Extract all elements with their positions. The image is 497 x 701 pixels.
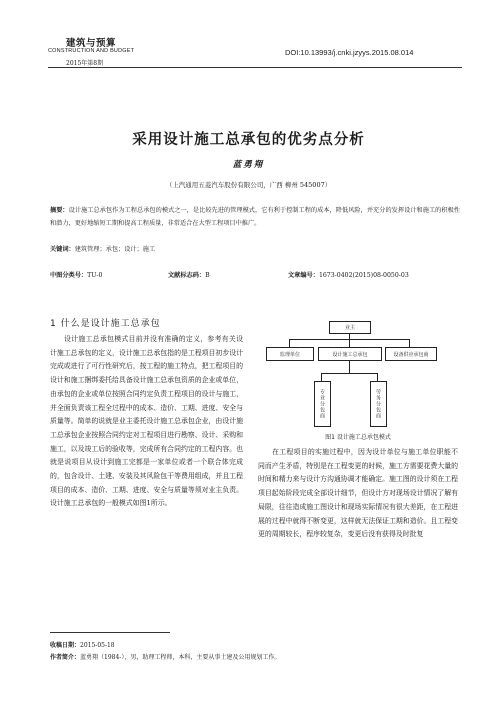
author-bio-text: 蓝勇翔（1984-），男，助理工程师，本科，主要从事土建及公用规划工作。 — [80, 654, 281, 661]
received-label: 收稿日期： — [50, 642, 81, 649]
abstract-text: 设计施工总承包作为工程总承包的模式之一，是比较先进的管理模式，它有利于控制工程的成本，降低风险，并充分的发挥设计和施工的积极性和潜力，更好地缩短工期和提高工程质量，非常适合在大型工程项目中推广。 — [50, 207, 460, 227]
clc-number — [50, 270, 102, 279]
box-specialty-subcontractor: 专业分包商 — [314, 381, 331, 427]
document-code — [168, 270, 210, 279]
doc-code-value: B — [205, 272, 210, 279]
box-labor-subcontractor: 劳务分包商 — [370, 381, 387, 427]
box-epc-contractor: 设计施工总承包 — [318, 347, 382, 361]
author-affiliation: （上汽通用五菱汽车股份有限公司，广西 柳州 545007） — [165, 181, 332, 189]
header-divider — [48, 67, 462, 68]
box-equipment-supplier: 设备供应承包商 — [385, 347, 437, 361]
keywords-text: 建筑管理；承包；设计；施工 — [74, 246, 156, 253]
connector-epc — [349, 339, 350, 347]
footnote-divider — [50, 632, 170, 633]
box-owner: 业主 — [329, 321, 371, 334]
journal-title-cn: 建筑与预算 — [66, 38, 117, 49]
connector-supplier — [409, 339, 410, 347]
clc-label: 中图分类号： — [50, 272, 88, 279]
abstract-label: 摘要： — [50, 207, 69, 214]
connector-sub-bus — [321, 373, 377, 374]
section-heading: 1 什么是设计施工总承包 — [50, 319, 161, 329]
right-column-paragraph: 在工程项目的实施过程中，因为设计单位与施工单位职能不同而产生矛盾，特别是在工程变更的时候，施工方需要花费大量的时间和精力来与设计方沟通协调才能确定。施工图的设计须在工程项目起始阶段完成全部设计细节，但设计方对现场设计情况了解有局限，往往造成施工图设计和现场实际情况有很大差距，在工程进展的过程中就得不断变更，这样就无法保证工期和造价。且工程变更的周期较长，程序较复杂，变更后没有获得及时批复 — [258, 448, 458, 539]
received-value: 2015-05-18 — [80, 642, 115, 649]
doi: DOI:10.13993/j.cnki.jzyys.2015.08.014 — [285, 48, 414, 57]
keywords-label: 关键词： — [50, 246, 75, 253]
journal-issue: 2015年第8期 — [66, 60, 104, 67]
doc-code-label: 文献标志码： — [168, 272, 206, 279]
journal-title-en: CONSTRUCTION AND BUDGET — [48, 48, 135, 54]
article-no-value: 1673-0402(2015)08-0050-03 — [318, 272, 409, 279]
article-author: 蓝勇翔 — [232, 160, 265, 170]
connector-sub-left — [321, 373, 322, 381]
box-supervisor: 监理单位 — [266, 347, 314, 361]
author-bio — [50, 652, 280, 661]
connector-supervisor — [289, 339, 290, 347]
keywords — [50, 244, 155, 253]
left-column-paragraph: 设计施工总承包模式目前并没有准确的定义，参考有关设计施工总承包的定义，设计施工总承包指的是工程项目初步设计完成或进行了可行性研究后，按工程的施工特点，把工程项目的设计和施工捆绑委托给具备设计施工总承包资质的企业或单位，由承包的企业或单位按照合同约定负责工程项目的设计与施工，并全面负责该工程全过程中的成本、造价、工期、进度、安全与质量等。简单的说就是业主委托设计施工总承包企业，由设计施工总承包企业按照合同约定对工程项目进行勘察、设计、采购和施工，以及竣工后的验收等，完成所有合同约定的工程内容。也就是说项目从设计到施工完都是一家单位或者一个联合体完成的，包含设计、土建、安装及其风险包干等费用组成，并且工程项目的成本、造价、工期、进度、安全与质量等须对业主负责。设计施工总承包的一般模式如图1所示。 — [50, 335, 243, 508]
author-bio-label: 作者简介： — [50, 654, 81, 661]
abstract — [50, 204, 460, 230]
clc-value: TU-0 — [87, 272, 103, 279]
article-title: 采用设计施工总承包的优劣点分析 — [132, 132, 365, 148]
article-number — [288, 270, 409, 279]
article-no-label: 文章编号： — [288, 272, 319, 279]
figure-caption: 图1 设计施工总承包模式 — [325, 434, 391, 441]
connector-sub-right — [377, 373, 378, 381]
connector-epc-down — [349, 359, 350, 373]
received-date — [50, 640, 115, 649]
